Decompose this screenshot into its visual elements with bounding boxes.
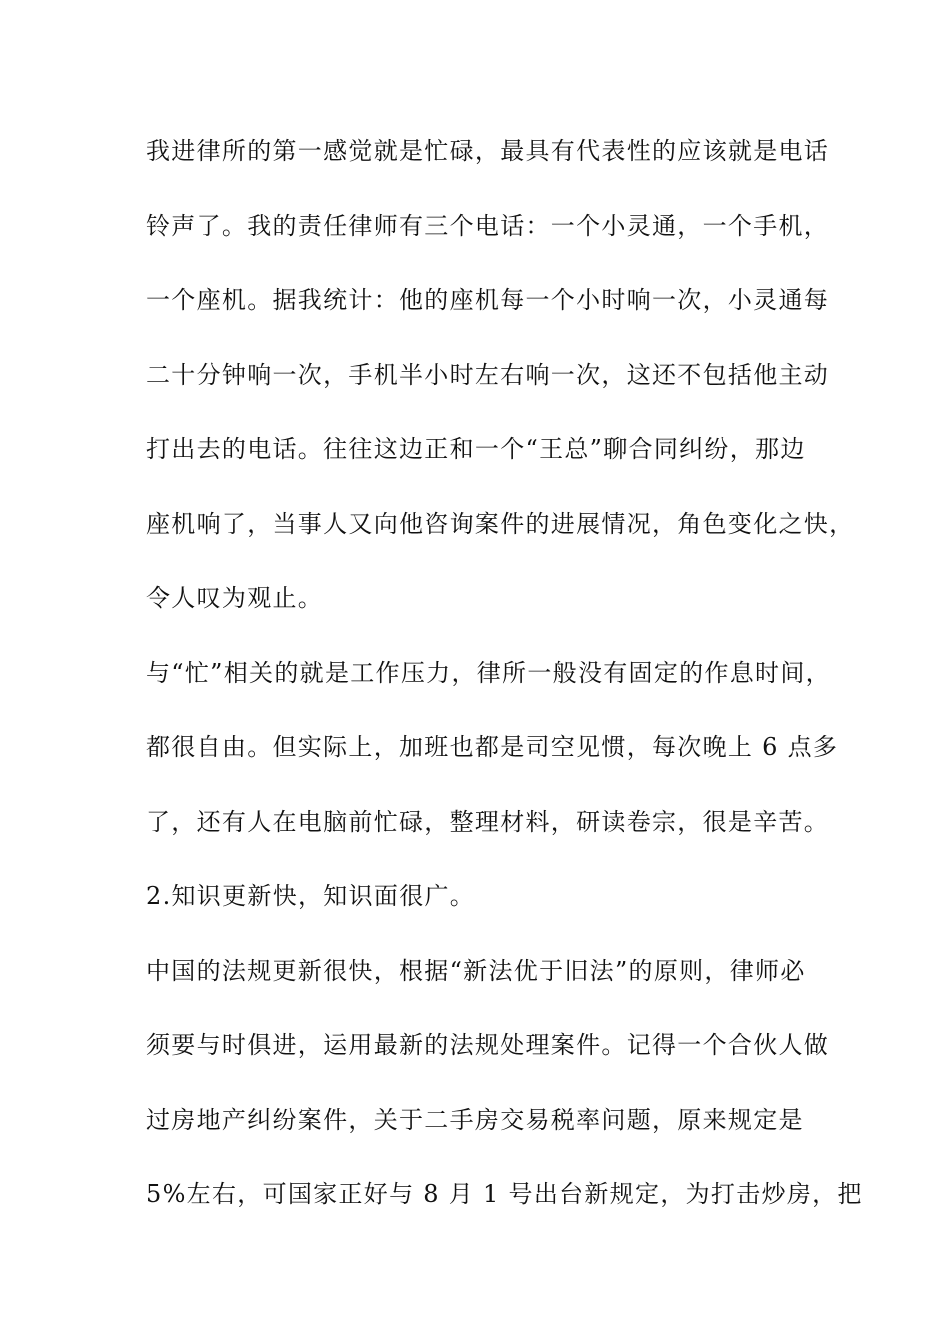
text-line: 令人叹为观止。: [146, 584, 324, 612]
text-line: 都很自由。但实际上，加班也都是司空见惯，每次晚上 6 点多: [146, 733, 839, 761]
text-line: 座机响了，当事人又向他咨询案件的进展情况，角色变化之快，: [146, 510, 855, 538]
text-line: 一个座机。据我统计：他的座机每一个小时响一次，小灵通每: [146, 286, 830, 314]
text-line: 中国的法规更新很快，根据“新法优于旧法”的原则，律师必: [146, 957, 806, 985]
text-line: 过房地产纠纷案件，关于二手房交易税率问题，原来规定是: [146, 1106, 804, 1134]
text-line: 与“忙”相关的就是工作压力，律所一般没有固定的作息时间，: [146, 659, 831, 687]
text-line: 铃声了。我的责任律师有三个电话：一个小灵通，一个手机，: [146, 212, 830, 240]
text-line: 了，还有人在电脑前忙碌，整理材料，研读卷宗，很是辛苦。: [146, 808, 830, 836]
text-line: 我进律所的第一感觉就是忙碌，最具有代表性的应该就是电话: [146, 137, 830, 165]
text-line: 5%左右，可国家正好与 8 月 1 号出台新规定，为打击炒房，把: [146, 1180, 863, 1208]
text-line: 二十分钟响一次，手机半小时左右响一次，这还不包括他主动: [146, 361, 830, 389]
text-line: 须要与时俱进，运用最新的法规处理案件。记得一个合伙人做: [146, 1031, 830, 1059]
section-heading: 2.知识更新快，知识面很广。: [146, 882, 476, 910]
text-line: 打出去的电话。往往这边正和一个“王总”聊合同纠纷，那边: [146, 435, 806, 463]
